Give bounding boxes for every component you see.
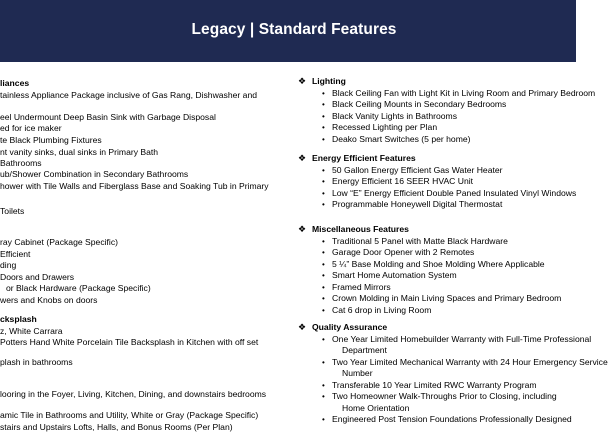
bullet-dot-icon: •	[322, 392, 325, 401]
bullet-text: Recessed Lighting per Plan	[332, 122, 438, 132]
bullet-item	[322, 258, 545, 270]
bullet-dot-icon: •	[322, 134, 325, 144]
bullet-dot-icon: •	[322, 380, 325, 390]
left-section-heading: liances	[0, 78, 30, 88]
section-heading	[298, 322, 387, 333]
bullet-text: 5 ¼” Base Molding and Shoe Molding Where Applicable	[332, 258, 545, 269]
left-column	[0, 66, 292, 432]
right-column	[298, 66, 608, 432]
left-line: Efficient	[0, 249, 31, 259]
bullet-item	[322, 176, 474, 187]
bullet-text: 50 Gallon Energy Efficient Gas Water Heater	[332, 164, 503, 175]
bullet-item	[322, 356, 608, 368]
page-title: Legacy | Standard Features	[191, 21, 397, 38]
bullet-text: Cat 6 drop in Living Room	[332, 304, 432, 315]
diamond-bullet-icon: ❖	[298, 224, 307, 234]
bullet-item	[322, 391, 557, 402]
bullet-text: Black Vanity Lights in Bathrooms	[332, 110, 457, 121]
bullet-text: Black Ceiling Fan with Light Kit in Living Room and Primary Bedroom	[332, 87, 596, 98]
section-heading-label: Quality Assurance	[312, 322, 388, 332]
bullet-item	[322, 379, 537, 391]
bullet-text: Two Homeowner Walk-Throughs Prior to Closing, including	[332, 391, 557, 401]
section-heading-label: Miscellaneous Features	[312, 224, 409, 234]
bullet-item	[322, 87, 596, 99]
bullet-text: Traditional 5 Panel with Matte Black Hardware	[332, 235, 508, 246]
bullet-dot-icon: •	[322, 200, 325, 209]
left-section-heading: cksplash	[0, 314, 37, 324]
bullet-dot-icon: •	[322, 259, 325, 269]
diamond-bullet-icon: ❖	[298, 153, 307, 163]
left-line: ding	[0, 260, 17, 270]
bullet-item	[322, 235, 508, 247]
bullet-item	[322, 281, 391, 293]
bullet-item	[322, 110, 457, 122]
left-line: z, White Carrara	[0, 326, 63, 336]
diamond-bullet-icon: ❖	[298, 322, 307, 332]
bullet-item	[322, 99, 507, 110]
bullet-text: Low “E” Energy Efficient Double Paned Insulated Vinyl Windows	[332, 187, 577, 198]
bullet-dot-icon: •	[322, 271, 325, 280]
bullet-text: Home Orientation	[342, 402, 410, 413]
bullet-continuation	[342, 345, 387, 356]
bullet-dot-icon: •	[322, 88, 325, 98]
left-line: te Black Plumbing Fixtures	[0, 135, 102, 145]
left-line: or Black Hardware (Package Specific)	[6, 283, 151, 293]
bullet-item	[322, 333, 592, 345]
diamond-bullet-icon: ❖	[298, 76, 307, 86]
left-line: Doors and Drawers	[0, 272, 75, 282]
left-line: amic Tile in Bathrooms and Utility, White or Gray (Package Specific)	[0, 410, 259, 420]
bullet-item	[322, 293, 562, 304]
bullet-dot-icon: •	[322, 305, 325, 315]
bullet-dot-icon: •	[322, 282, 325, 292]
bullet-dot-icon: •	[322, 177, 325, 186]
bullet-dot-icon: •	[322, 415, 325, 424]
bullet-text: Framed Mirrors	[332, 281, 391, 292]
bullet-item	[322, 122, 438, 133]
bullet-dot-icon: •	[322, 188, 325, 198]
bullet-dot-icon: •	[322, 294, 325, 303]
bullet-text: Energy Efficient 16 SEER HVAC Unit	[332, 176, 474, 186]
bullet-text: Garage Door Opener with 2 Remotes	[332, 247, 475, 257]
bullet-text: Transferable 10 Year Limited RWC Warranty Program	[332, 379, 537, 390]
left-line: eel Undermount Deep Basin Sink with Garbage Disposal	[0, 112, 216, 122]
section-heading	[298, 76, 346, 87]
left-line: Bathrooms	[0, 158, 42, 168]
bullet-item	[322, 304, 432, 316]
section-heading-label: Lighting	[312, 76, 346, 86]
bullet-text: Programmable Honeywell Digital Thermostat	[332, 199, 503, 209]
bullet-item	[322, 414, 572, 425]
bullet-text: Engineered Post Tension Foundations Professionally Designed	[332, 414, 572, 424]
left-line: tainless Appliance Package inclusive of Gas Rang, Dishwasher and	[0, 90, 258, 100]
bullet-continuation	[342, 403, 409, 414]
bullet-text: Crown Molding in Main Living Spaces and Primary Bedroom	[332, 293, 562, 303]
left-line: nt vanity sinks, dual sinks in Primary Bath	[0, 147, 159, 157]
left-line: plash in bathrooms	[0, 357, 73, 367]
bullet-text: Deako Smart Switches (5 per home)	[332, 133, 471, 144]
title-banner	[0, 0, 576, 62]
bullet-text: One Year Limited Homebuilder Warranty with Full-Time Professional	[332, 333, 592, 344]
left-line: Toilets	[0, 206, 25, 216]
bullet-dot-icon: •	[322, 165, 325, 175]
bullet-continuation	[342, 368, 373, 379]
bullet-text: Number	[342, 368, 373, 378]
section-heading	[298, 153, 416, 164]
bullet-item	[322, 133, 471, 145]
left-line: Potters Hand White Porcelain Tile Backsplash in Kitchen with off set	[0, 337, 259, 347]
section-heading	[298, 224, 409, 235]
bullet-dot-icon: •	[322, 111, 325, 121]
bullet-item	[322, 270, 457, 281]
left-line: ub/Shower Combination in Secondary Bathrooms	[0, 169, 189, 179]
bullet-dot-icon: •	[322, 334, 325, 344]
left-line: stairs and Upstairs Lofts, Halls, and Bonus Rooms (Per Plan)	[0, 422, 233, 432]
bullet-text: Two Year Limited Mechanical Warranty with 24 Hour Emergency Service	[332, 356, 608, 367]
bullet-dot-icon: •	[322, 100, 325, 109]
bullet-item	[322, 187, 577, 199]
bullet-item	[322, 199, 503, 210]
bullet-item	[322, 164, 503, 176]
bullet-text: Black Ceiling Mounts in Secondary Bedrooms	[332, 99, 507, 109]
left-line: ray Cabinet (Package Specific)	[0, 237, 118, 247]
left-line: looring in the Foyer, Living, Kitchen, Dining, and downstairs bedrooms	[0, 389, 267, 399]
bullet-dot-icon: •	[322, 123, 325, 132]
bullet-dot-icon: •	[322, 357, 325, 367]
bullet-text: Department	[342, 345, 387, 355]
left-line: hower with Tile Walls and Fiberglass Base and Soaking Tub in Primary	[0, 181, 269, 191]
left-line: ed for ice maker	[0, 123, 62, 133]
bullet-dot-icon: •	[322, 248, 325, 257]
bullet-dot-icon: •	[322, 236, 325, 246]
section-heading-label: Energy Efficient Features	[312, 153, 416, 163]
bullet-text: Smart Home Automation System	[332, 270, 457, 280]
bullet-item	[322, 247, 475, 258]
left-line: wers and Knobs on doors	[0, 295, 98, 305]
